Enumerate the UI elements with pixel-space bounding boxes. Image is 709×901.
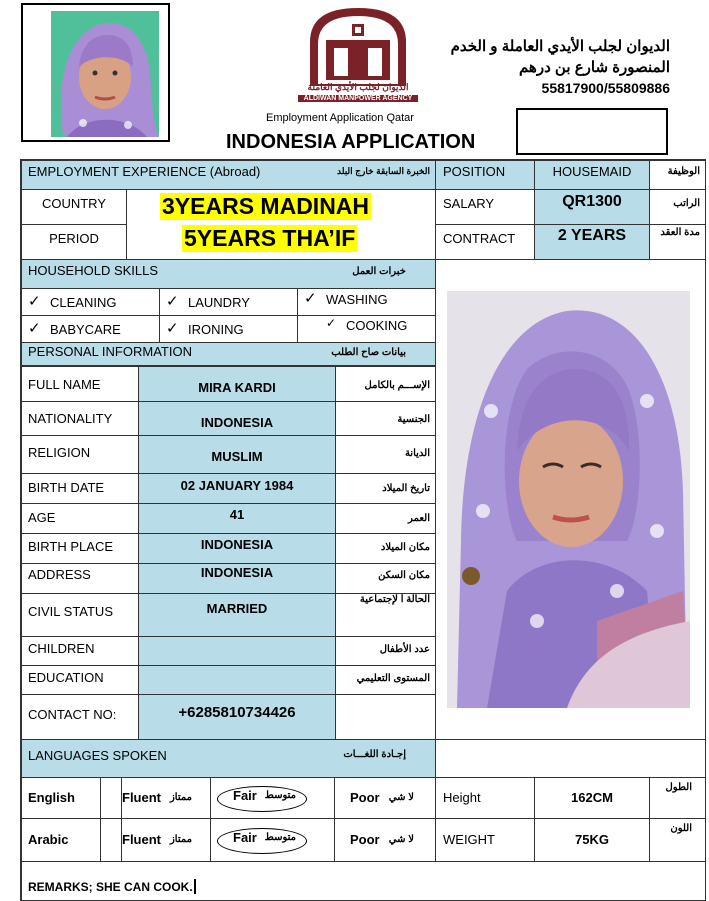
personal-field-ar: العمر	[408, 513, 430, 524]
check-icon: ✓	[166, 293, 179, 310]
header-subtitle: Employment Application Qatar	[266, 112, 414, 124]
languages-label-ar: إجـادة اللغـــات	[343, 749, 406, 760]
position-label: POSITION	[443, 164, 506, 179]
fair-option: Fair	[233, 788, 257, 803]
personal-field-value: MUSLIM	[211, 449, 263, 464]
skill-label: LAUNDRY	[188, 295, 250, 310]
personal-field-label: CIVIL STATUS	[28, 604, 113, 619]
contract-label: CONTRACT	[443, 231, 516, 246]
logo-brand-en: ALDIWAN MANPOWER AGENCY	[298, 95, 418, 102]
check-icon: ✓	[326, 316, 337, 330]
skill-label: COOKING	[346, 318, 408, 333]
personal-field-value: MIRA KARDI	[198, 380, 276, 395]
agency-name-ar: الديوان لجلب الأيدي العاملة و الخدم	[450, 38, 670, 55]
personal-field-ar: الإســـم بالكامل	[364, 380, 430, 391]
personal-field-label: ADDRESS	[28, 567, 91, 582]
physical-value: 162CM	[571, 790, 613, 805]
personal-field-ar: المستوى التعليمي	[356, 673, 430, 684]
experience-value-line2: 5YEARS THA’IF	[184, 225, 356, 251]
physical-label: Height	[443, 790, 481, 805]
personal-field-ar: الديانة	[404, 448, 430, 459]
personal-value-cell	[138, 665, 336, 695]
personal-field-label: RELIGION	[28, 445, 91, 460]
fair-option: Fair	[233, 830, 257, 845]
personal-label: PERSONAL INFORMATION	[28, 344, 192, 359]
applicant-photo-large	[447, 291, 690, 708]
poor-option: Poor	[350, 832, 380, 847]
fluent-option-ar: ممتاز	[169, 792, 192, 803]
skill-label: WASHING	[326, 292, 388, 307]
personal-field-label: EDUCATION	[28, 670, 104, 685]
personal-field-ar: تاريخ الميلاد	[382, 483, 430, 494]
salary-label: SALARY	[443, 196, 495, 211]
skill-label: CLEANING	[50, 295, 117, 310]
languages-label: LANGUAGES SPOKEN	[28, 748, 167, 763]
logo-brand-ar: الديوان لجلب الأيدي العاملة	[307, 82, 409, 92]
experience-label-ar: الخبرة السابقة خارج البلد	[337, 166, 430, 176]
experience-value-line1: 3YEARS MADINAH	[162, 193, 370, 219]
period-label: PERIOD	[49, 231, 99, 246]
personal-field-label: NATIONALITY	[28, 411, 113, 426]
language-name: Arabic	[28, 832, 69, 847]
language-name: English	[28, 790, 75, 805]
poor-option: Poor	[350, 790, 380, 805]
applicant-photo-small	[23, 5, 168, 140]
position-ar: الوظيفة	[667, 166, 700, 177]
physical-ar: اللون	[670, 823, 692, 834]
country-label: COUNTRY	[41, 196, 107, 211]
remarks: REMARKS; SHE CAN COOK.	[28, 880, 193, 894]
check-icon: ✓	[166, 320, 179, 337]
personal-field-value: INDONESIA	[200, 415, 274, 430]
personal-field-value: MARRIED	[206, 601, 268, 616]
personal-ar-cell	[335, 694, 436, 740]
poor-option-ar: لا شي	[388, 834, 414, 845]
position-value: HOUSEMAID	[552, 164, 632, 179]
contract-value: 2 YEARS	[557, 227, 627, 244]
personal-field-ar: عدد الأطفال	[379, 644, 430, 655]
personal-field-label: FULL NAME	[28, 377, 101, 392]
personal-field-label: BIRTH DATE	[28, 480, 105, 495]
salary-value: QR1300	[562, 193, 622, 210]
check-icon: ✓	[304, 290, 317, 307]
physical-ar: الطول	[665, 782, 692, 793]
personal-field-label: CONTACT NO:	[28, 707, 117, 722]
salary-ar: الراتب	[673, 198, 700, 209]
page-title: INDONESIA APPLICATION	[226, 131, 476, 153]
fair-option-ar: متوسط	[264, 790, 296, 801]
physical-label: WEIGHT	[443, 832, 495, 847]
fluent-option-ar: ممتاز	[169, 834, 192, 845]
fluent-option: Fluent	[122, 832, 161, 847]
experience-label: EMPLOYMENT EXPERIENCE (Abroad)	[28, 164, 261, 179]
skill-label: IRONING	[188, 322, 244, 337]
personal-value-cell	[138, 636, 336, 666]
personal-field-value: +6285810734426	[178, 704, 296, 721]
personal-field-ar: مكان الميلاد	[380, 542, 430, 553]
personal-field-value: 41	[229, 507, 245, 522]
physical-value: 75KG	[575, 832, 609, 847]
personal-field-ar: الحالة ا لإجتماعية	[359, 594, 430, 605]
personal-field-value: INDONESIA	[200, 537, 274, 552]
personal-field-value: 02 JANUARY 1984	[180, 478, 294, 493]
agency-phones: 55817900/55809886	[541, 80, 670, 96]
skill-label: BABYCARE	[50, 322, 121, 337]
skills-label: HOUSEHOLD SKILLS	[28, 263, 159, 278]
small-photo-frame	[21, 3, 170, 142]
fair-option-ar: متوسط	[264, 832, 296, 843]
check-icon: ✓	[28, 293, 41, 310]
large-photo-frame	[447, 291, 690, 708]
personal-field-value: INDONESIA	[200, 565, 274, 580]
personal-field-ar: مكان السكن	[378, 570, 430, 581]
personal-field-label: CHILDREN	[28, 641, 95, 656]
personal-label-ar: بيانات صاح الطلب	[331, 347, 406, 358]
personal-field-ar: الجنسية	[397, 414, 430, 425]
personal-field-label: AGE	[28, 510, 56, 525]
check-icon: ✓	[28, 320, 41, 337]
poor-option-ar: لا شي	[388, 792, 414, 803]
contract-ar: مدة العقد	[660, 227, 700, 238]
skills-label-ar: خبرات العمل	[352, 266, 406, 277]
agency-address-ar: المنصورة شارع بن درهم	[518, 59, 670, 76]
text-cursor	[194, 879, 196, 894]
header-blank-box	[516, 108, 668, 155]
fluent-option: Fluent	[122, 790, 161, 805]
personal-field-label: BIRTH PLACE	[28, 539, 114, 554]
